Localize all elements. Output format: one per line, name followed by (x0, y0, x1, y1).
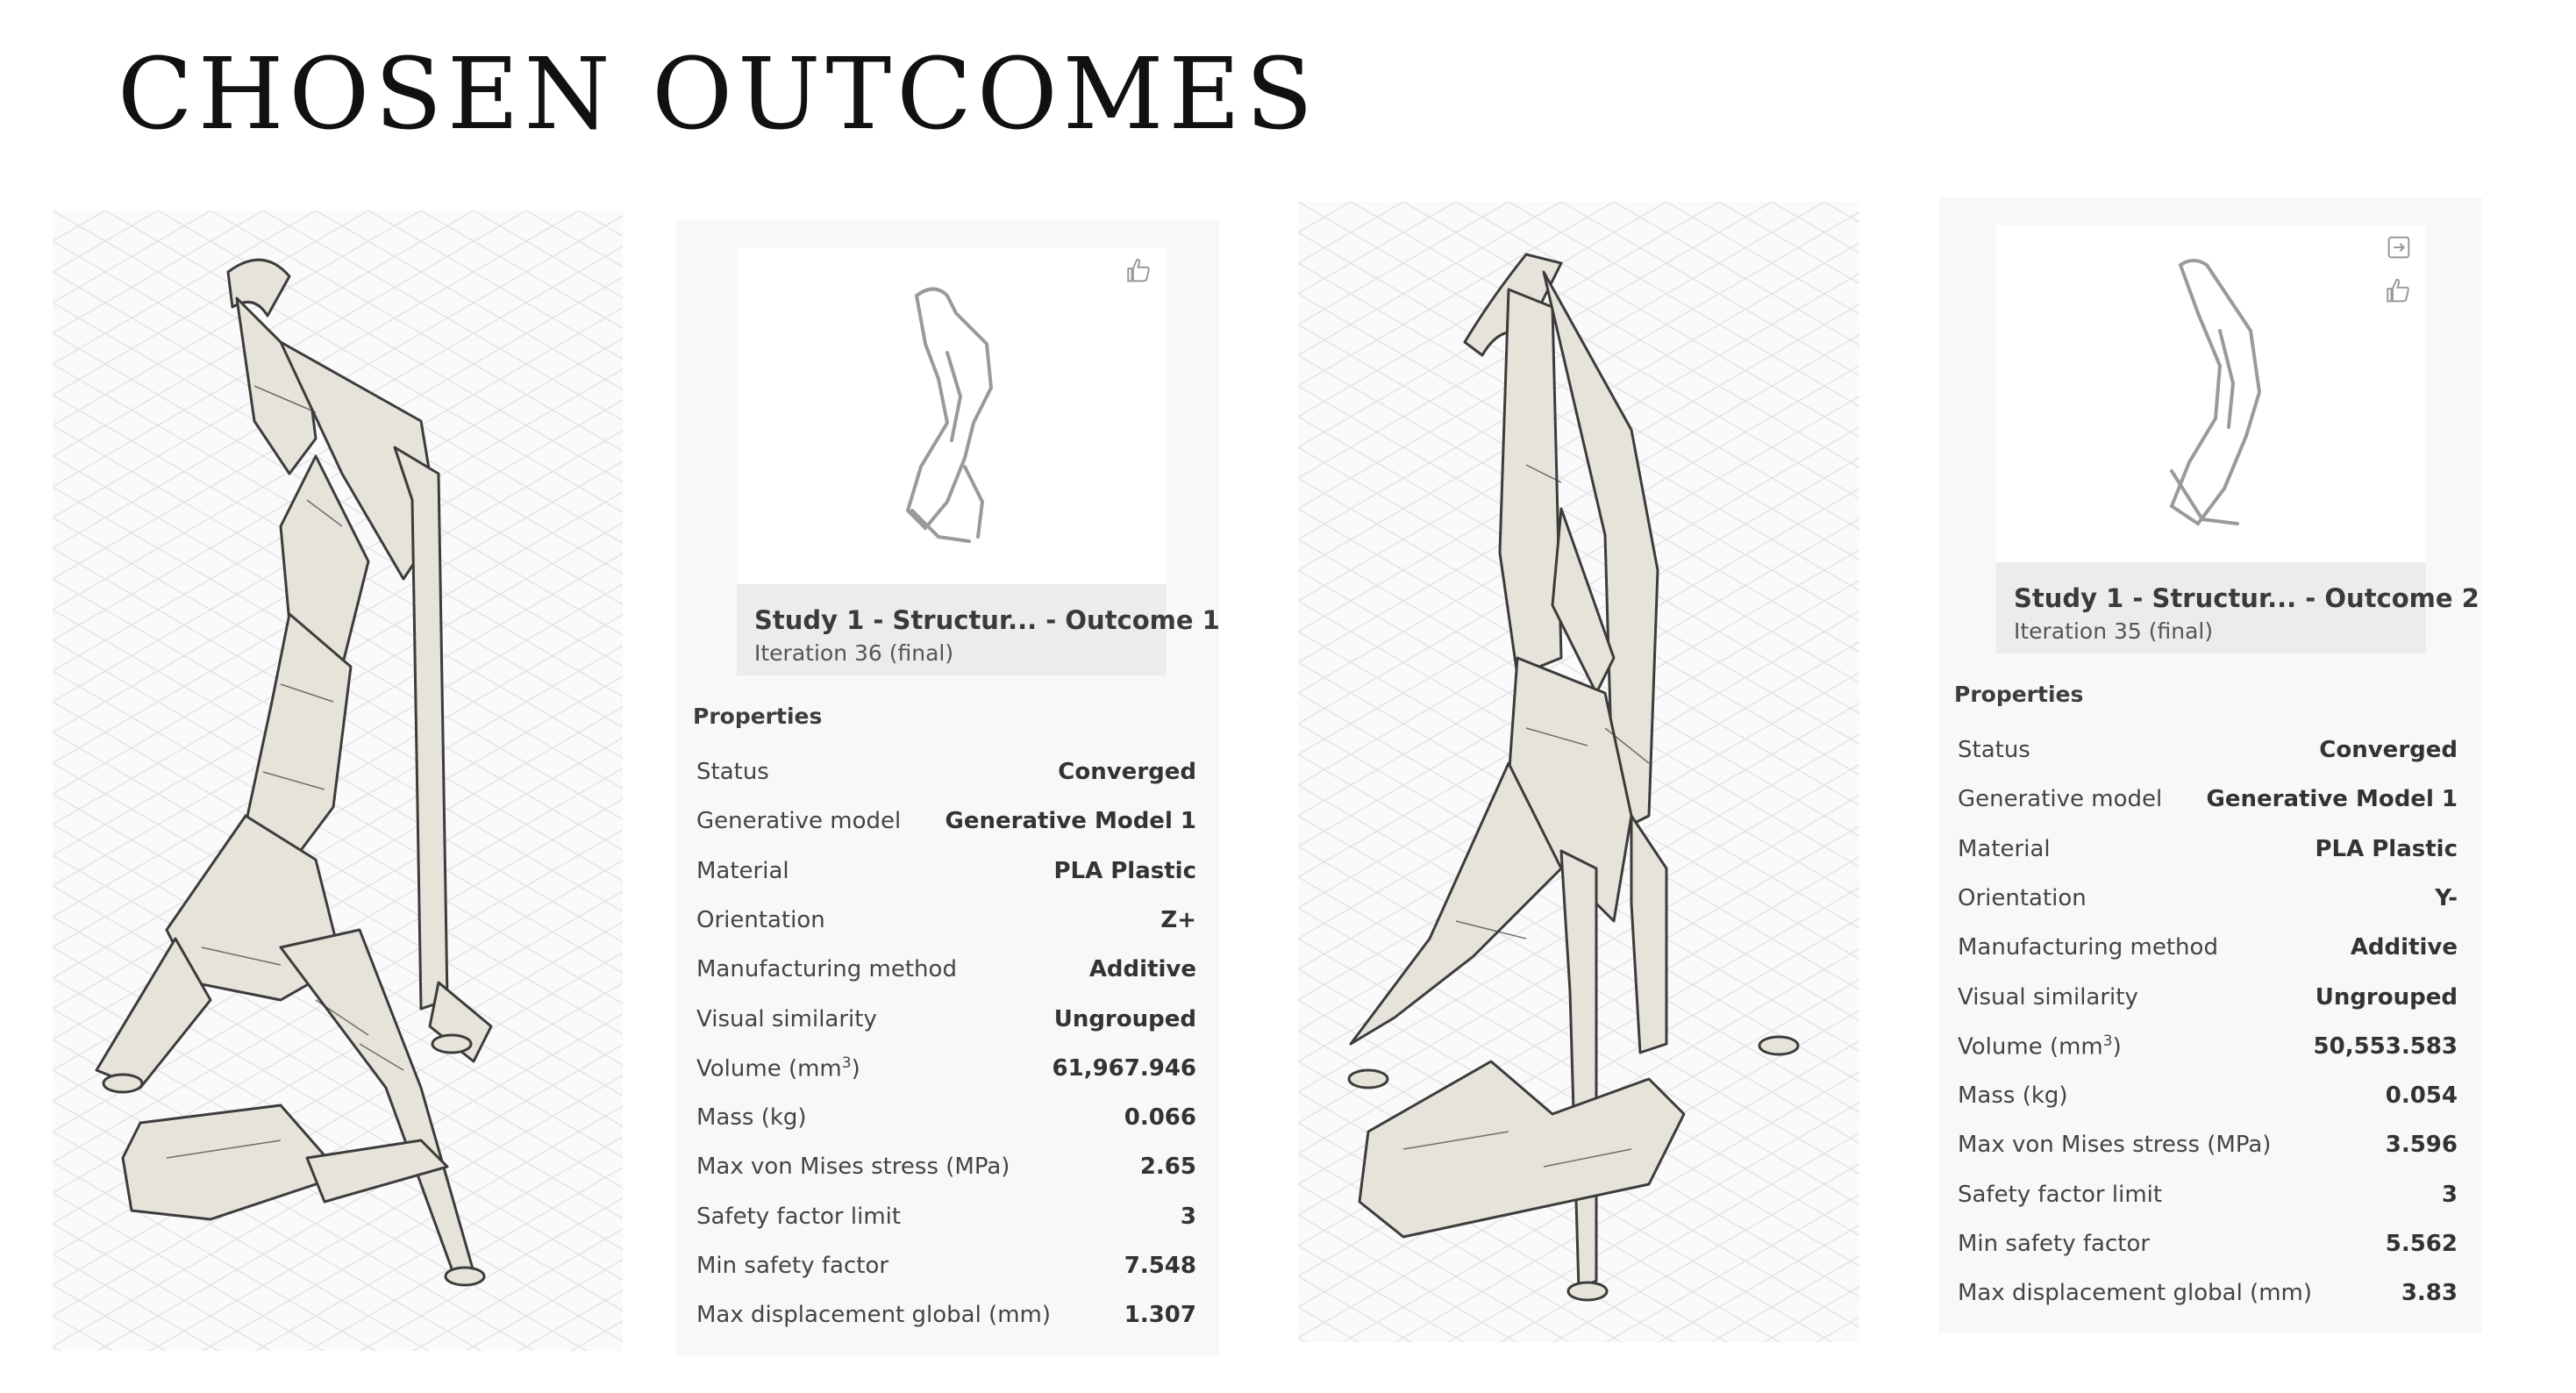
property-row (696, 797, 1196, 846)
property-value: Ungrouped (2315, 983, 2458, 1011)
property-row (696, 896, 1196, 945)
property-label (696, 1204, 901, 1230)
property-row (1958, 1071, 2458, 1120)
outcome-2-thumbnail-image (1996, 225, 2426, 562)
thumbs-up-icon[interactable] (2380, 273, 2417, 310)
property-value: 5.562 (2385, 1231, 2458, 1257)
property-value: 2.65 (1139, 1154, 1196, 1181)
property-label-text: Safety factor limit (696, 1203, 902, 1230)
property-row (1958, 1120, 2458, 1169)
property-label-text: Status (1958, 737, 2030, 763)
property-row (1958, 1170, 2458, 1219)
property-label-text: Mass (kg) (1958, 1082, 2068, 1110)
property-label (1958, 786, 2162, 812)
property-label-text: Max von Mises stress (MPa) (696, 1154, 1010, 1181)
property-value: 0.066 (1124, 1104, 1196, 1132)
property-row (696, 1290, 1196, 1339)
property-row (696, 1241, 1196, 1290)
export-icon[interactable] (2380, 229, 2417, 266)
property-value: 1.307 (1124, 1302, 1196, 1329)
property-value: 3 (1180, 1203, 1196, 1230)
property-label-text: Volume (mm (696, 1055, 842, 1082)
property-label (1958, 934, 2218, 961)
outcome-1-title: Study 1 - Structur... - Outcome 1 (754, 605, 1220, 635)
property-label (696, 956, 957, 982)
property-value: Generative Model 1 (945, 808, 1196, 835)
outcome-1-panel (675, 219, 1219, 1355)
model-viewport-outcome-2[interactable] (1298, 202, 1859, 1342)
property-row (696, 1093, 1196, 1142)
property-label-text: Max displacement global (mm) (1958, 1280, 2313, 1307)
property-label-text: Status (696, 759, 769, 785)
outcome-1-thumbnail[interactable] (737, 247, 1167, 584)
property-label (1958, 1280, 2312, 1306)
property-label (696, 858, 789, 884)
property-label (696, 1006, 877, 1032)
property-value: 3 (2441, 1181, 2458, 1208)
property-label-text: Generative model (1958, 786, 2163, 813)
property-label (1958, 1032, 2122, 1061)
property-label (696, 1054, 860, 1082)
property-label (1958, 1231, 2150, 1257)
property-value: Generative Model 1 (2206, 786, 2458, 813)
property-label (1958, 984, 2138, 1011)
property-label-superscript: 3 (2102, 1032, 2113, 1050)
model-render-outcome-1 (53, 211, 623, 1351)
property-label-text: Visual similarity (696, 1005, 877, 1032)
property-row (1958, 825, 2458, 874)
property-label-text: Orientation (696, 906, 825, 933)
property-value: Y- (2435, 884, 2458, 911)
property-label-text: Manufacturing method (1958, 934, 2218, 961)
property-label (696, 907, 825, 933)
property-row (1958, 1022, 2458, 1071)
property-value: 50,553.583 (2313, 1032, 2458, 1060)
property-label-text: Mass (kg) (696, 1104, 807, 1132)
outcome-1-card[interactable] (737, 247, 1220, 675)
outcome-1-properties-heading: Properties (693, 704, 823, 729)
property-label (1958, 737, 2030, 763)
outcome-1-thumbnail-image (737, 247, 1167, 584)
property-label (696, 808, 901, 834)
property-label (696, 1104, 807, 1131)
property-value: Converged (2319, 737, 2458, 763)
property-label-text: Max von Mises stress (MPa) (1958, 1132, 2272, 1159)
property-row (696, 1192, 1196, 1241)
property-row (1958, 1219, 2458, 1268)
property-value: 61,967.946 (1052, 1054, 1196, 1082)
outcome-2-panel (1938, 197, 2482, 1333)
thumbs-up-icon[interactable] (1121, 253, 1158, 289)
property-label-text: Generative model (696, 808, 902, 835)
property-label-text: Material (696, 857, 789, 884)
property-label-text: Min safety factor (1958, 1231, 2151, 1257)
property-row (1958, 775, 2458, 824)
outcome-2-thumbnail[interactable] (1996, 225, 2426, 562)
property-label-text: Safety factor limit (1958, 1181, 2163, 1208)
page-title: CHOSEN OUTCOMES (118, 38, 1318, 152)
property-label-tail: ) (2112, 1033, 2122, 1061)
property-label-text: Max displacement global (mm) (696, 1302, 1052, 1329)
property-label (1958, 1182, 2162, 1208)
property-label-text: Material (1958, 835, 2051, 862)
property-value: Ungrouped (1053, 1005, 1196, 1032)
property-label-text: Visual similarity (1958, 983, 2138, 1011)
property-row (696, 1044, 1196, 1093)
model-viewport-outcome-1[interactable] (53, 211, 623, 1351)
property-row (1958, 1268, 2458, 1318)
outcome-2-title: Study 1 - Structur... - Outcome 2 (2014, 583, 2480, 613)
property-label-tail: ) (851, 1055, 860, 1082)
property-label (696, 759, 769, 785)
outcome-2-properties-heading: Properties (1954, 682, 2084, 707)
property-label (1958, 885, 2087, 911)
model-render-outcome-2 (1298, 202, 1859, 1342)
property-value: 0.054 (2385, 1082, 2458, 1110)
property-label-superscript: 3 (841, 1054, 852, 1072)
property-label-text: Min safety factor (696, 1253, 889, 1279)
property-value: Additive (1088, 956, 1196, 983)
property-label (696, 1154, 1010, 1180)
property-label-text: Volume (mm (1958, 1033, 2103, 1061)
property-label (696, 1253, 888, 1279)
property-row (696, 847, 1196, 896)
property-row (1958, 725, 2458, 775)
property-value: 3.596 (2385, 1132, 2458, 1159)
property-row (696, 995, 1196, 1044)
outcome-2-card[interactable] (1996, 225, 2480, 654)
property-value: PLA Plastic (1053, 857, 1196, 884)
property-value: Z+ (1160, 906, 1196, 933)
property-row (696, 945, 1196, 994)
property-label-text: Orientation (1958, 884, 2087, 911)
property-value: PLA Plastic (2315, 835, 2458, 862)
property-value: Additive (2350, 934, 2458, 961)
property-label-text: Manufacturing method (696, 956, 957, 983)
outcome-1-iteration: Iteration 36 (final) (754, 640, 954, 666)
property-value: 3.83 (2401, 1280, 2458, 1307)
property-label (1958, 1082, 2068, 1109)
property-row (1958, 923, 2458, 972)
outcome-2-iteration: Iteration 35 (final) (2014, 618, 2214, 644)
property-value: 7.548 (1124, 1253, 1196, 1279)
property-label (1958, 836, 2051, 862)
property-row (696, 1142, 1196, 1191)
property-label (696, 1302, 1051, 1328)
property-label (1958, 1132, 2271, 1158)
property-row (1958, 973, 2458, 1022)
property-row (1958, 874, 2458, 923)
property-row (696, 747, 1196, 797)
property-value: Converged (1058, 759, 1196, 785)
